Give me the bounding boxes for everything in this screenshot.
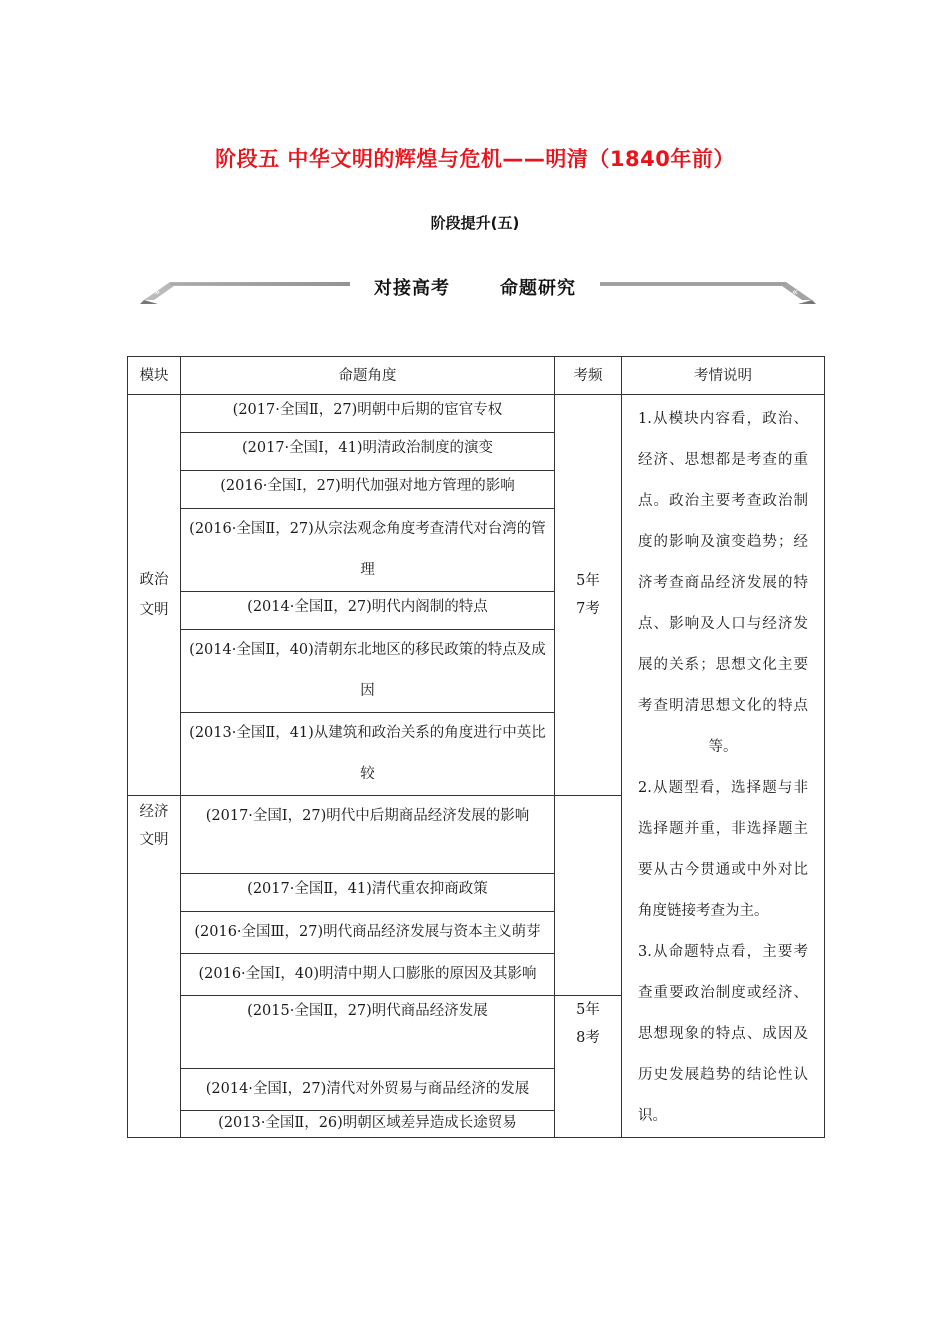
angle-cell: (2016·全国Ⅱ，27)从宗法观念角度考查清代对台湾的管理 <box>181 509 555 592</box>
note-2: 2.从题型看，选择题与非选择题并重，非选择题主要从古今贯通或中外对比角度链接考查为主。 <box>638 780 808 919</box>
angle-cell: (2017·全国Ⅰ，41)明清政治制度的演变 <box>181 433 555 471</box>
exam-analysis-table <box>127 356 825 1138</box>
note-1: 1.从模块内容看，政治、经济、思想都是考查的重点。政治主要考查政治制度的影响及演变趋势；经济考查商品经济发展的特点、影响及人口与经济发展的关系；思想文化主要考查明清思想文化的特点等。 <box>638 411 808 755</box>
banner-left-label: 对接高考 <box>362 278 462 299</box>
header-notes: 考情说明 <box>622 357 825 395</box>
header-frequency: 考频 <box>555 357 622 395</box>
frequency-economic: 5年 8考 <box>555 995 622 1138</box>
header-module: 模块 <box>128 357 181 395</box>
module-economic: 经济文明 <box>128 796 181 1138</box>
banner-right-label: 命题研究 <box>488 278 588 299</box>
angle-cell: (2014·全国Ⅰ，27)清代对外贸易与商品经济的发展 <box>181 1069 555 1111</box>
angle-cell: (2014·全国Ⅱ，40)清朝东北地区的移民政策的特点及成因 <box>181 630 555 713</box>
notes-cell <box>622 395 825 1138</box>
angle-cell: (2014·全国Ⅱ，27)明代内阁制的特点 <box>181 592 555 630</box>
frequency-political: 5年 7考 <box>555 395 622 796</box>
section-subtitle: 阶段提升(五) <box>430 214 520 232</box>
angle-cell: (2013·全国Ⅱ，26)明朝区域差异造成长途贸易 <box>181 1111 555 1138</box>
svg-text:«: « <box>792 287 799 298</box>
angle-cell: (2017·全国Ⅱ，41)清代重农抑商政策 <box>181 873 555 911</box>
angle-cell: (2016·全国Ⅰ，27)明代加强对地方管理的影响 <box>181 471 555 509</box>
angle-cell: (2015·全国Ⅱ，27)明代商品经济发展 <box>181 995 555 1069</box>
header-angle: 命题角度 <box>181 357 555 395</box>
note-3: 3.从命题特点看，主要考查重要政治制度或经济、思想现象的特点、成因及历史发展趋势的结论性认识。 <box>638 944 808 1124</box>
table-row <box>128 395 825 433</box>
angle-cell: (2013·全国Ⅱ，41)从建筑和政治关系的角度进行中英比较 <box>181 713 555 796</box>
module-political: 政治文明 <box>128 395 181 796</box>
banner-heading <box>0 274 950 300</box>
page-title: 阶段五 中华文明的辉煌与危机——明清（1840年前） <box>215 147 735 171</box>
table-header-row <box>128 357 825 395</box>
angle-cell: (2016·全国Ⅰ，40)明清中期人口膨胀的原因及其影响 <box>181 953 555 995</box>
angle-cell: (2017·全国Ⅱ，27)明朝中后期的宦官专权 <box>181 395 555 433</box>
frequency-empty <box>555 796 622 996</box>
angle-cell: (2017·全国Ⅰ，27)明代中后期商品经济发展的影响 <box>181 796 555 874</box>
angle-cell: (2016·全国Ⅲ，27)明代商品经济发展与资本主义萌芽 <box>181 911 555 953</box>
svg-text:»: » <box>154 287 161 298</box>
